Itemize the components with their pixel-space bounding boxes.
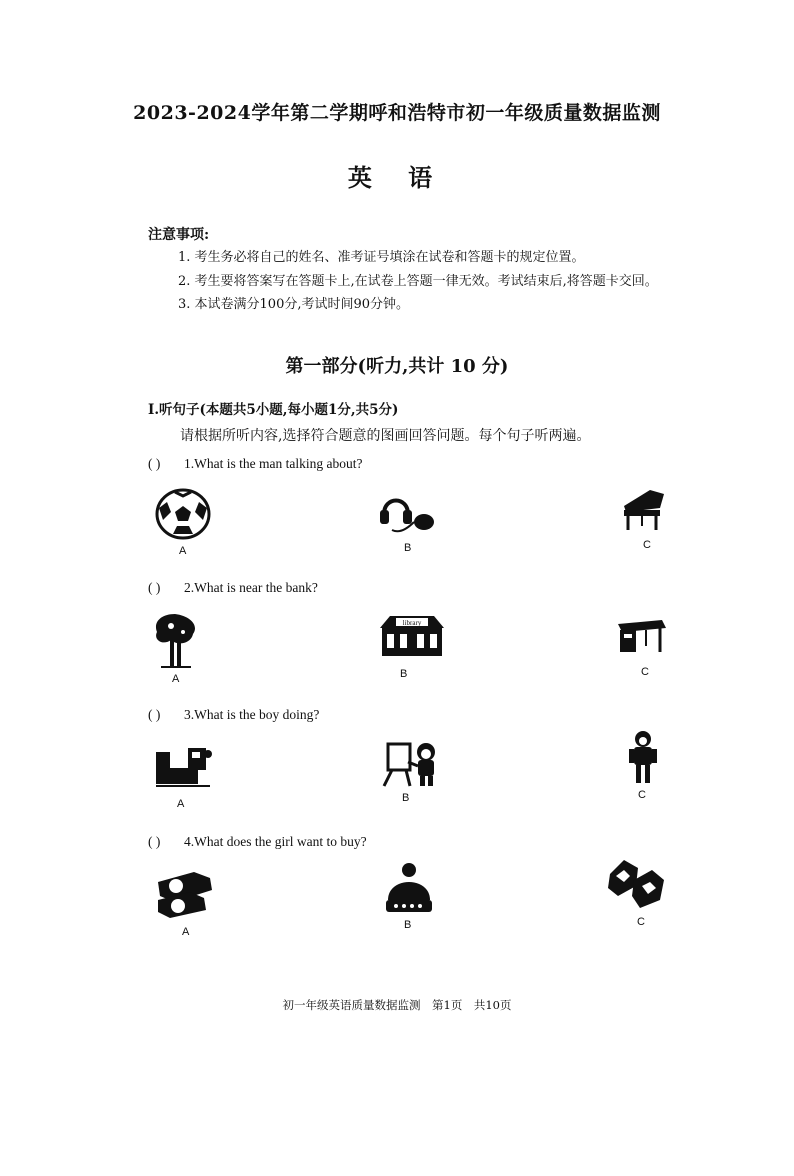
headphones-icon	[378, 490, 436, 536]
option-label: C	[638, 789, 646, 801]
gloves-icon	[604, 856, 668, 912]
section-heading: I.听句子(本题共5小题,每小题1分,共5分)	[148, 402, 399, 418]
answer-blank[interactable]: ( )	[148, 707, 161, 722]
option-label: B	[404, 919, 412, 931]
question-2	[148, 580, 318, 596]
drawing-boy-icon	[380, 740, 440, 788]
shoes-icon	[154, 868, 216, 922]
computer-desk-icon	[154, 744, 214, 790]
question-text: 1.What is the man talking about?	[184, 456, 363, 471]
option-label: A	[182, 926, 190, 938]
question-text: 2.What is near the bank?	[184, 580, 318, 595]
question-3	[148, 707, 319, 723]
option-label: A	[177, 798, 185, 810]
library-icon	[378, 614, 446, 658]
answer-blank[interactable]: ( )	[148, 456, 161, 471]
option-label: C	[643, 539, 651, 551]
note-item: 3. 本试卷满分100分,考试时间90分钟。	[178, 297, 410, 312]
option-label: A	[172, 673, 180, 685]
option-label: C	[637, 916, 645, 928]
question-1	[148, 456, 362, 472]
question-4	[148, 834, 367, 850]
option-label: A	[179, 545, 187, 557]
section-instruction: 请根据所听内容,选择符合题意的图画回答问题。每个句子听两遍。	[180, 428, 591, 444]
note-item: 2. 考生要将答案写在答题卡上,在试卷上答题一律无效。考试结束后,将答题卡交回。	[178, 274, 658, 289]
answer-blank[interactable]: ( )	[148, 580, 161, 595]
option-label: C	[641, 666, 649, 678]
notes-heading: 注意事项:	[148, 227, 210, 243]
option-label: B	[404, 542, 412, 554]
answer-blank[interactable]: ( )	[148, 834, 161, 849]
page-footer: 初一年级英语质量数据监测 第1页 共10页	[282, 998, 512, 1012]
standing-boy-icon	[626, 730, 660, 786]
desk-icon	[616, 618, 668, 656]
question-text: 3.What is the boy doing?	[184, 707, 320, 722]
option-label: B	[402, 792, 410, 804]
note-item: 1. 考生务必将自己的姓名、准考证号填涂在试卷和答题卡的规定位置。	[178, 250, 585, 265]
page-title: 2023-2024学年第二学期呼和浩特市初一年级质量数据监测	[133, 102, 661, 124]
football-icon	[155, 488, 211, 540]
part-title: 第一部分(听力,共计 10 分)	[285, 356, 509, 377]
piano-icon	[620, 486, 666, 532]
tree-icon	[151, 610, 199, 670]
hat-icon	[382, 862, 436, 918]
question-text: 4.What does the girl want to buy?	[184, 834, 367, 849]
option-label: B	[400, 668, 408, 680]
subject-title: 英 语	[347, 163, 447, 192]
library-sign: library	[402, 619, 422, 627]
